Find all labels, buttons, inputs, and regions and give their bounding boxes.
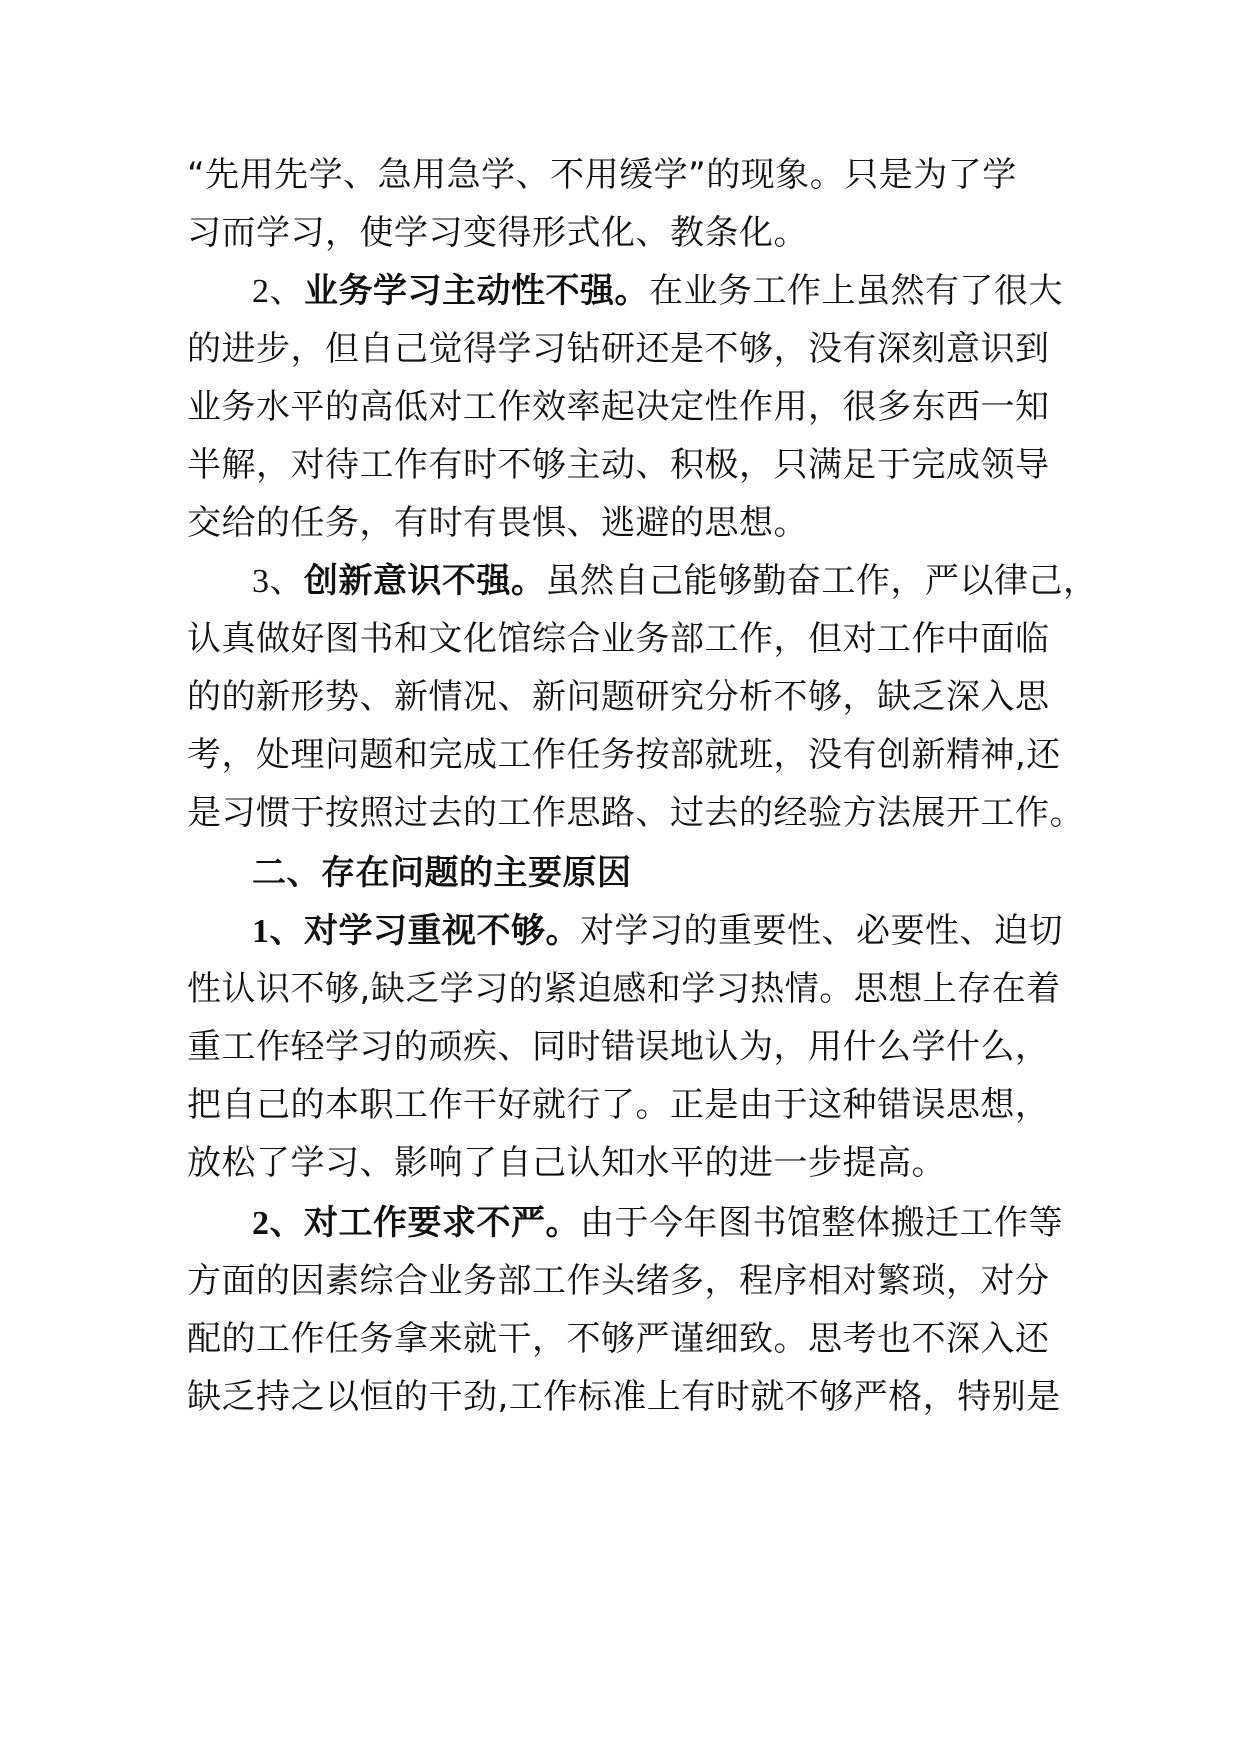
body-line [187,1258,1087,1304]
body-line [187,500,1087,546]
body-line [187,442,1087,488]
body-line [187,1316,1087,1362]
body-line [187,616,1087,662]
line-text: 的的新形势、新情况、新问题研究分析不够，缺乏深入思 [187,677,1050,717]
item-heading: 业务学习主动性不强。 [304,271,649,311]
section-heading-text: 二、存在问题的主要原因 [252,853,632,893]
body-line [187,152,1087,198]
line-text: 的进步，但自己觉得学习钻研还是不够，没有深刻意识到 [187,329,1050,369]
item-heading-line [252,558,1152,605]
item-heading-line [252,268,1152,315]
line-text: 重工作轻学习的顽疾、同时错误地认为，用什么学什么， [187,1027,1050,1067]
line-text: 虽然自己能够勤奋工作，严以律己， [545,561,1098,601]
body-line [187,210,1087,256]
section-heading [252,850,1152,896]
body-line [187,1140,1087,1186]
line-text: 业务水平的高低对工作效率起决定性作用，很多东西一知 [187,387,1050,427]
item-number: 3、 [252,563,304,600]
line-text: 缺乏持之以恒的干劲,工作标准上有时就不够严格，特别是 [187,1377,1061,1417]
body-line [187,1374,1087,1420]
body-line [187,732,1087,778]
line-text: 习而学习，使学习变得形式化、教条化。 [187,213,808,253]
line-text: 性认识不够,缺乏学习的紧迫感和学习热情。思想上存在着 [187,969,1061,1009]
line-text: 由于今年图书馆整体搬迁工作等 [580,1203,1063,1243]
line-text: 把自己的本职工作干好就行了。正是由于这种错误思想， [187,1085,1050,1125]
body-line [187,326,1087,372]
body-line [187,384,1087,430]
line-text: 在业务工作上虽然有了很大 [649,271,1063,311]
body-line [187,966,1087,1012]
line-text: 方面的因素综合业务部工作头绪多，程序相对繁琐，对分 [187,1261,1050,1301]
line-text: 放松了学习、影响了自己认知水平的进一步提高。 [187,1143,946,1183]
item-heading: 对工作要求不严。 [304,1203,580,1243]
line-text: 是习惯于按照过去的工作思路、过去的经验方法展开工作。 [187,793,1084,833]
line-text: 考，处理问题和完成工作任务按部就班，没有创新精神,还 [187,735,1061,775]
line-text: 配的工作任务拿来就干，不够严谨细致。思考也不深入还 [187,1319,1050,1359]
line-text: “先用先学、急用急学、不用缓学”的现象。只是为了学 [187,155,1017,195]
item-heading-line [252,908,1152,955]
item-number: 2、 [252,1205,304,1242]
body-line [187,790,1087,836]
line-text: 半解，对待工作有时不够主动、积极，只满足于完成领导 [187,445,1050,485]
line-text: 认真做好图书和文化馆综合业务部工作，但对工作中面临 [187,619,1050,659]
body-line [187,1024,1087,1070]
item-heading: 创新意识不强。 [304,561,546,601]
item-heading-line [252,1200,1152,1247]
item-number: 2、 [252,273,304,310]
body-line [187,1082,1087,1128]
line-text: 交给的任务，有时有畏惧、逃避的思想。 [187,503,808,543]
item-number: 1、 [252,913,304,950]
body-line [187,674,1087,720]
line-text: 对学习的重要性、必要性、迫切 [580,911,1063,951]
item-heading: 对学习重视不够。 [304,911,580,951]
